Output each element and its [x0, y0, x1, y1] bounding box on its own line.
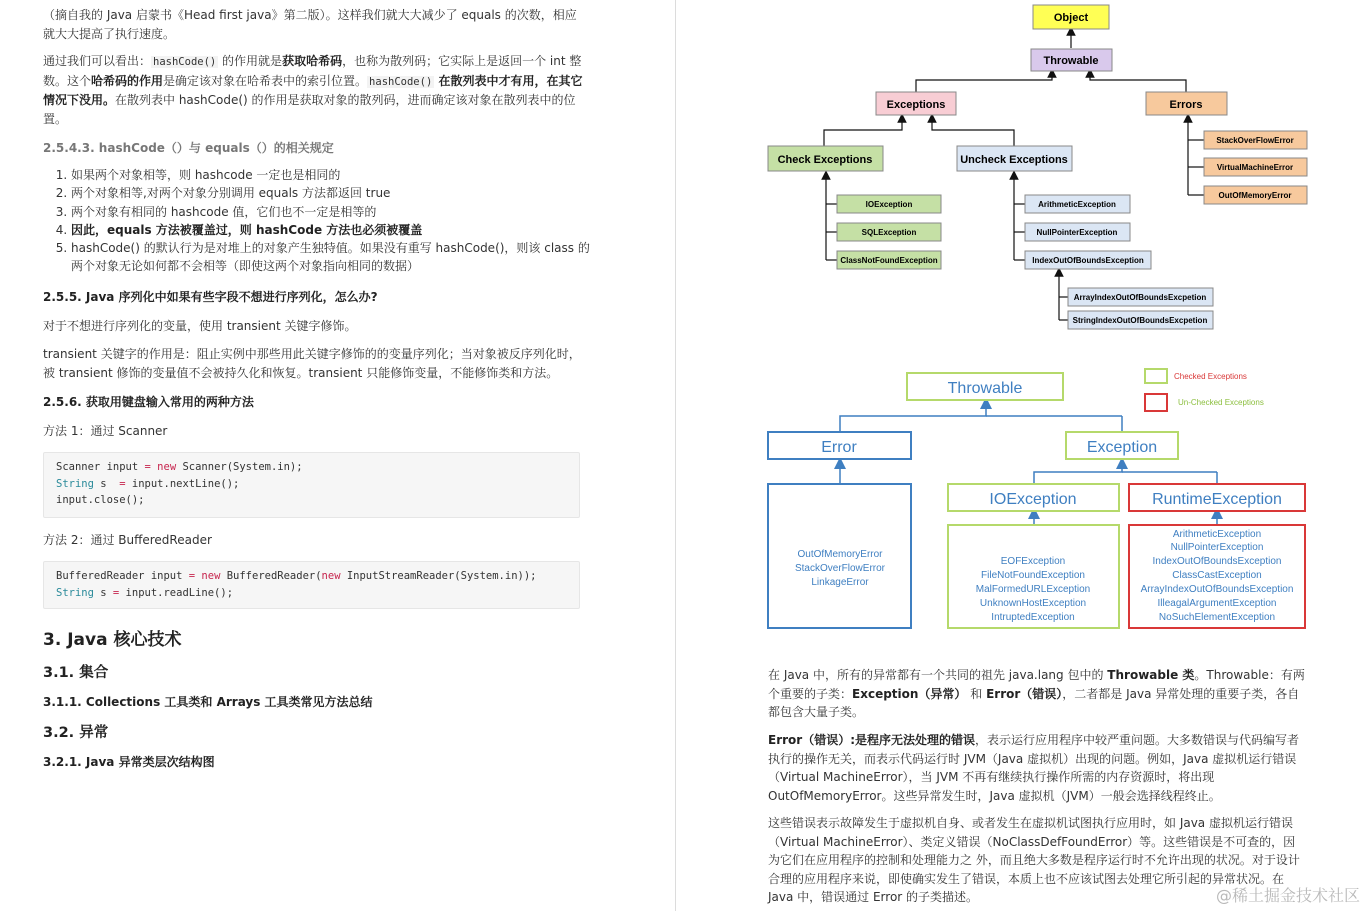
svg-text:ClassNotFoundException: ClassNotFoundException — [840, 256, 938, 265]
svg-text:StackOverFlowError: StackOverFlowError — [1216, 136, 1294, 145]
scanner-code-block: Scanner input = new Scanner(System.in); String s = input.nextLine(); input.close(); — [43, 452, 580, 518]
unchecked-item-arrayindex — [1068, 288, 1213, 306]
svg-text:IndexOutOfBoundsException: IndexOutOfBoundsException — [1152, 556, 1282, 567]
chapter-heading-3: 3. Java 核心技术 — [43, 630, 182, 650]
unchecked-item-indexoutofbounds — [1025, 251, 1151, 269]
svg-text:OutOfMemoryError: OutOfMemoryError — [797, 549, 883, 560]
throwable-box-diagram — [676, 360, 1366, 635]
svg-text:Errors: Errors — [1169, 99, 1203, 111]
svg-text:LinkageError: LinkageError — [811, 577, 869, 588]
svg-text:Uncheck Exceptions: Uncheck Exceptions — [960, 154, 1068, 166]
section-heading-321: 3.2.1. Java 异常类层次结构图 — [43, 755, 215, 769]
box-exception — [1066, 432, 1178, 459]
node-uncheck-exceptions — [957, 146, 1072, 171]
svg-text:Check Exceptions: Check Exceptions — [777, 154, 873, 166]
svg-text:IOException: IOException — [865, 200, 913, 209]
svg-text:Exceptions: Exceptions — [886, 99, 946, 111]
svg-text:ArrayIndexOutOfBoundsExcpetion: ArrayIndexOutOfBoundsExcpetion — [1073, 293, 1207, 302]
error-paragraph: Error（错误）:是程序无法处理的错误，表示运行应用程序中较严重问题。大多数错误与代码编写者执行的操作无关，而表示代码运行时 JVM（Java 虚拟机）出现的问题。例如，Java 虚拟机运行错误（Virtual MachineError），当 JVM 不再有继续执行操作所需的内存资源时，将出现 OutOfMemoryError。这些异常发生时，Java 虚拟机（JVM）一般会选择线程终止。 — [768, 733, 1300, 803]
box-ioexception — [948, 484, 1119, 511]
error-detail-paragraph: 这些错误表示故障发生于虚拟机自身、或者发生在虚拟机试图执行应用时，如 Java 虚拟机运行错误（Virtual MachineError）、类定义错误（NoClassDefFoundError）等。这些错误是不可查的，因为它们在应用程序的控制和处理能力之 外，而且绝大多数是程序运行时不允许出现的状况。对于设计合理的应用程序来说，即使确实发生了错误，本质上也不应该试图去处理它所引起的异常状况。在 Java 中，错误通过 Error 的子类描述。 — [768, 816, 1300, 904]
box-throwable — [907, 373, 1063, 400]
node-exceptions — [876, 92, 956, 115]
svg-text:IOException: IOException — [989, 491, 1077, 508]
list-item: 3. 两个对象有相同的 hashcode 值，它们也不一定是相等的 — [71, 203, 599, 221]
svg-text:Exception: Exception — [1086, 439, 1158, 456]
svg-text:OutOfMemoryError: OutOfMemoryError — [1218, 191, 1292, 200]
box-io-subclasses — [948, 525, 1119, 628]
box-runtimeexception — [1129, 484, 1305, 511]
checked-item-classnotfound — [837, 251, 941, 269]
svg-text:StringIndexOutOfBoundsExcpetio: StringIndexOutOfBoundsExcpetion — [1072, 316, 1208, 325]
unchecked-item-stringindex — [1068, 311, 1213, 329]
error-item-virtualmachine — [1204, 158, 1307, 176]
svg-text:Throwable: Throwable — [947, 380, 1023, 397]
unchecked-item-arithmetic — [1025, 195, 1130, 213]
left-page — [0, 0, 676, 911]
svg-text:StackOverFlowError: StackOverFlowError — [794, 563, 886, 574]
svg-text:NullPointerException: NullPointerException — [1170, 542, 1264, 553]
list-item: 2. 两个对象相等,对两个对象分别调用 equals 方法都返回 true — [71, 184, 599, 202]
hashcode-rules-list — [55, 166, 599, 276]
hashcode-paragraph: 通过我们可以看出： hashCode() 的作用就是获取哈希码，也称为散列码；它实际上是返回一个 int 整数。这个哈希码的作用是确定该对象在哈希表中的索引位置。 hashCode() 在散列表中才有用，在其它情况下没用。在散列表中 hashCode() 的作用是获取对象的散列码，进而确定该对象在散列表中的位置。 — [43, 54, 583, 126]
legend-checked-swatch — [1145, 369, 1167, 383]
svg-text:SQLException: SQLException — [861, 228, 917, 237]
svg-text:ArithmeticException: ArithmeticException — [1172, 529, 1262, 540]
transient-description: transient 关键字的作用是：阻止实例中那些用此关键字修饰的的变量序列化；当对象被反序列化时，被 transient 修饰的变量值不会被持久化和恢复。transient 只能修饰变量，不能修饰类和方法。 — [43, 347, 581, 380]
section-heading-2543: 2.5.4.3. hashCode（）与 equals（）的相关规定 — [43, 141, 334, 155]
error-item-outofmemory — [1204, 186, 1307, 204]
svg-text:ArrayIndexOutOfBoundsException: ArrayIndexOutOfBoundsException — [1140, 584, 1294, 595]
svg-text:NoSuchElementException: NoSuchElementException — [1158, 612, 1276, 623]
legend-unchecked-swatch — [1145, 394, 1167, 411]
section-heading-311: 3.1.1. Collections 工具类和 Arrays 工具类常见方法总结 — [43, 695, 373, 709]
section-heading-31: 3.1. 集合 — [43, 665, 109, 681]
svg-text:ClassCastException: ClassCastException — [1172, 570, 1262, 581]
svg-text:ArithmeticException: ArithmeticException — [1038, 200, 1116, 209]
bufferedreader-code-block: BufferedReader input = new BufferedReader(new InputStreamReader(System.in)); String s = input.readLine(); — [43, 561, 580, 609]
svg-text:Object: Object — [1053, 12, 1089, 24]
svg-text:NullPointerException: NullPointerException — [1036, 228, 1118, 237]
svg-text:UnknownHostException: UnknownHostException — [979, 598, 1087, 609]
node-check-exceptions — [768, 146, 883, 171]
right-page — [676, 0, 1366, 911]
checked-item-ioexception — [837, 195, 941, 213]
node-throwable — [1031, 49, 1112, 71]
section-heading-32: 3.2. 异常 — [43, 725, 109, 741]
exception-hierarchy-diagram — [676, 0, 1366, 340]
method2-label: 方法 2：通过 BufferedReader — [43, 533, 212, 547]
svg-text:VirtualMachineError: VirtualMachineError — [1216, 163, 1294, 172]
legend-unchecked-label: Un-Checked Exceptions — [1178, 398, 1264, 407]
list-item: 1. 如果两个对象相等，则 hashcode 一定也是相同的 — [71, 166, 599, 184]
intro-paragraph: （摘自我的 Java 启蒙书《Head first java》第二版）。这样我们就大大减少了 equals 的次数，相应就大大提高了执行速度。 — [43, 8, 577, 41]
section-heading-255: 2.5.5. Java 序列化中如果有些字段不想进行序列化，怎么办? — [43, 290, 378, 304]
legend-checked-label: Checked Exceptions — [1174, 372, 1247, 381]
node-errors — [1146, 92, 1227, 115]
throwable-paragraph: 在 Java 中，所有的异常都有一个共同的祖先 java.lang 包中的 Throwable 类。Throwable：有两个重要的子类：Exception（异常） 和 Error（错误），二者都是 Java 异常处理的重要子类，各自都包含大量子类。 — [768, 668, 1305, 719]
svg-text:IndexOutOfBoundsException: IndexOutOfBoundsException — [1032, 256, 1144, 265]
svg-text:IntruptedException: IntruptedException — [991, 612, 1075, 623]
svg-text:IlleagalArgumentException: IlleagalArgumentException — [1157, 598, 1277, 609]
section-heading-256: 2.5.6. 获取用键盘输入常用的两种方法 — [43, 395, 254, 409]
box-error-subclasses — [768, 484, 911, 628]
transient-intro: 对于不想进行序列化的变量，使用 transient 关键字修饰。 — [43, 319, 357, 333]
error-item-stackoverflow — [1204, 131, 1307, 149]
svg-text:MalFormedURLException: MalFormedURLException — [975, 584, 1091, 595]
legend — [1145, 369, 1264, 411]
list-item: 5. hashCode() 的默认行为是对堆上的对象产生独特值。如果没有重写 hashCode()，则该 class 的两个对象无论如何都不会相等（即使这两个对象指向相同的数据） — [71, 239, 599, 276]
svg-text:EOFException: EOFException — [1000, 556, 1066, 567]
svg-text:RuntimeException: RuntimeException — [1152, 491, 1282, 508]
unchecked-item-nullpointer — [1025, 223, 1130, 241]
watermark: @稀土掘金技术社区 — [1215, 886, 1360, 905]
svg-text:Throwable: Throwable — [1043, 55, 1099, 67]
box-runtime-subclasses — [1129, 525, 1305, 628]
checked-item-sqlexception — [837, 223, 941, 241]
box-error — [768, 432, 911, 459]
method1-label: 方法 1：通过 Scanner — [43, 424, 168, 438]
svg-text:Error: Error — [821, 439, 857, 456]
svg-text:FileNotFoundException: FileNotFoundException — [981, 570, 1085, 581]
list-item: 4. 因此，equals 方法被覆盖过，则 hashCode 方法也必须被覆盖 — [71, 221, 599, 239]
node-object — [1033, 5, 1109, 29]
